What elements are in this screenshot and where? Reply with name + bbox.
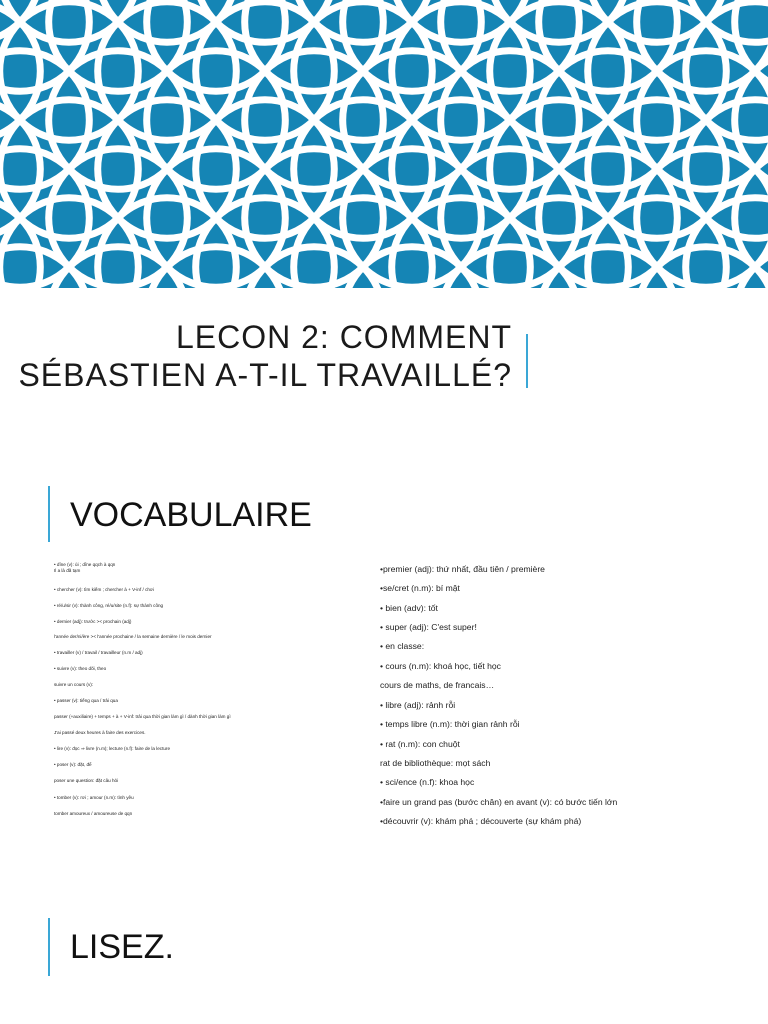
vocab-left-item: • dîne (v): ủi ; dîne qqch à qqn <box>54 562 116 567</box>
vocab-right-item: • super (adj): C'est super! <box>380 622 477 632</box>
lisez-heading: LISEZ. <box>70 928 174 966</box>
vocab-right-item: •découvrir (v): khám phá ; découverte (sự khám phá) <box>380 816 582 826</box>
lisez-accent-bar <box>48 918 50 976</box>
vocabulaire-heading: VOCABULAIRE <box>70 496 312 534</box>
vocab-right-item: rat de bibliothèque: mọt sách <box>380 758 491 768</box>
vocab-left-item: • ré/u/sir (v): thành công, ré/u/site (n.f): sự thành công <box>54 603 164 608</box>
vocab-left-item: • poser (v): đặt, để <box>54 762 92 767</box>
vocab-right-item: • sci/ence (n.f): khoa học <box>380 777 475 787</box>
vocab-right-item: •se/cret (n.m): bí mật <box>380 583 460 593</box>
vocab-right-item: cours de maths, de francais… <box>380 680 495 690</box>
vocab-left-item: • travailler (v) / travail / travailleur (n.m / adj) <box>54 650 143 655</box>
vocab-right-item: • temps libre (n.m): thời gian rảnh rỗi <box>380 719 520 729</box>
vocab-left-item: passer (+auxiliaire) + temps + à + V-inf: trải qua thời gian làm gì / dành thời gian làm gì <box>54 714 231 719</box>
slide-title-line-1: LECON 2: COMMENT <box>175 319 512 355</box>
vocab-left-item: J'ai passé deux heures à faire des exercices. <box>54 730 146 735</box>
vocab-right-item: • bien (adv): tốt <box>380 603 438 613</box>
vocab-left-item: • passer (v): tiếng qua / trải qua <box>54 698 118 703</box>
vocab-right-item: • en classe: <box>380 641 425 651</box>
decorative-pattern-banner <box>0 0 768 288</box>
vocab-left-item: l'année der/ni/ère >< l'année prochaine / la semaine dernière / le mois dernier <box>54 634 212 639</box>
vocab-left-item: • dernier (adj): trước >< prochain (adj) <box>54 619 132 624</box>
vocab-left-item: • tomber (v): rơi ; amour (n.m): tình yêu <box>54 795 134 800</box>
vocab-right-item: • libre (adj): rảnh rỗi <box>380 700 456 710</box>
vocab-left-item: • chercher (v): tìm kiếm ; chercher à + V-inf / chơi <box>54 587 154 592</box>
slide-title <box>0 318 512 394</box>
vocab-left-item: suivre un cours (v): <box>54 682 94 687</box>
vocab-right-item: •faire un grand pas (bước chân) en avant (v): có bước tiến lớn <box>380 797 618 807</box>
vocabulaire-accent-bar <box>48 486 50 542</box>
vocab-right-item: •premier (adj): thứ nhất, đầu tiên / première <box>380 564 545 574</box>
vocab-right-item: • rat (n.m): con chuột <box>380 739 460 749</box>
vocab-right-item: • cours (n.m): khoá học, tiết học <box>380 661 501 671</box>
slide-title-line-2: SÉBASTIEN A-T-IL TRAVAILLÉ? <box>18 357 512 393</box>
vocab-left-item: • lire (v): đọc ⇒ livre (n.m); lecture (n.f): faire de la lecture <box>54 746 170 751</box>
vocab-left-item: • suivre (v): theo dõi, theo <box>54 666 107 671</box>
title-accent-bar <box>526 334 528 388</box>
vocab-left-item: tomber amoureux / amoureuse de qqn <box>54 811 133 816</box>
vocab-left-item: Il a là đã tạm <box>54 568 81 573</box>
vocab-left-item: poser une question: đặt câu hỏi <box>54 778 119 783</box>
